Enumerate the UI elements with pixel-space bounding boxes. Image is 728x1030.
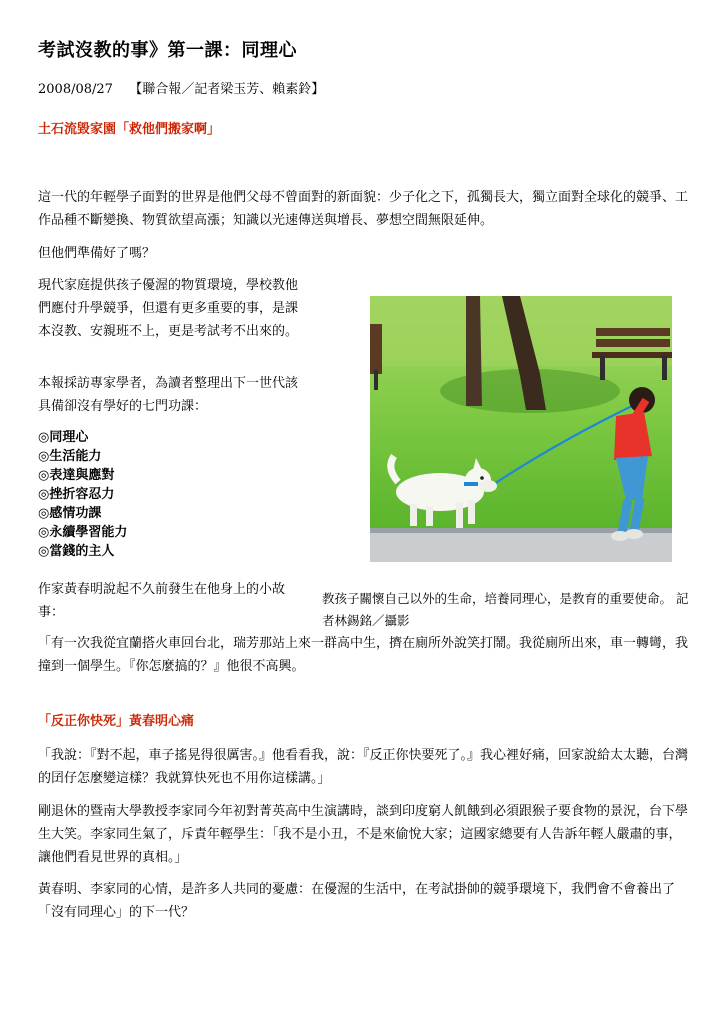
article-photo [370,296,672,562]
paragraph-4: 本報採訪專家學者，為讀者整理出下一世代該具備卻沒有學好的七門功課： [38,376,299,414]
lesson-item: ◎永續學習能力 [38,525,128,540]
publish-date: 2008/08/27 [38,82,113,97]
paragraph-8: 剛退休的暨南大學教授李家同今年初對菁英高中生演講時，談到印度窮人飢餓到必須跟猴子要食物的景況，台下學生大笑。李家同生氣了，斥責年輕學生：「我不是小丑，不是來偷悅大家；這國家總要有人告訴年輕人嚴肅的事，讓他們看見世界的真相。」 [38,804,689,865]
lesson-item: ◎同理心 [38,430,89,445]
paragraph-5: 作家黃春明說起不久前發生在他身上的小故事： [38,582,286,620]
paragraph-3: 現代家庭提供孩子優渥的物質環境，學校教他們應付升學競爭，但還有更多重要的事，是課本沒教、安親班不上，更是考試考不出來的。 [38,278,299,339]
lesson-item: ◎生活能力 [38,449,102,464]
paragraph-9: 黃春明、李家同的心情，是許多人共同的憂慮：在優渥的生活中，在考試掛帥的競爭環境下，我們會不會養出了「沒有同理心」的下一代？ [38,882,676,920]
photo-caption: 教孩子關懷自己以外的生命，培養同理心，是教育的重要使命。 記者林錫銘／攝影 [322,591,689,628]
lesson-list [38,428,127,561]
paragraph-1: 這一代的年輕學子面對的世界是他們父母不曾面對的新面貌：少子化之下，孤獨長大，獨立面對全球化的競爭、工作品種不斷變換、物質欲望高漲；知識以光速傳送與增長、夢想空間無限延伸。 [38,190,689,228]
paragraph-6: 「有一次我從宜蘭搭火車回台北，瑞芳那站上來一群高中生，擠在廁所外說笑打鬧。我從廁所出來，車一轉彎，我撞到一個學生。『你怎麼搞的？』他很不高興。 [38,636,689,674]
paragraph-2: 但他們準備好了嗎？ [38,246,156,261]
byline: 【聯合報／記者梁玉芳、賴素鈴】 [129,82,325,97]
subhead-2: 「反正你快死」黃春明心痛 [38,714,195,729]
paragraph-7: 「我說：『對不起，車子搖晃得很厲害。』他看看我，說：『反正你快要死了。』我心裡好痛，回家說給太太聽，台灣的囝仔怎麼變這樣？我就算快死也不用你這樣講。」 [38,748,689,786]
tree-trunk-left [466,296,482,406]
lesson-item: ◎當錢的主人 [38,544,115,559]
lesson-item: ◎挫折容忍力 [38,487,115,502]
dateline [38,78,324,97]
lesson-item: ◎表達與應對 [38,468,115,483]
article-title: 考試沒教的事》第一課：同理心 [38,40,297,61]
photo-illustration [370,296,672,562]
lesson-item: ◎感情功課 [38,506,102,521]
subhead-1: 土石流毀家園「救他們搬家啊」 [38,122,221,137]
